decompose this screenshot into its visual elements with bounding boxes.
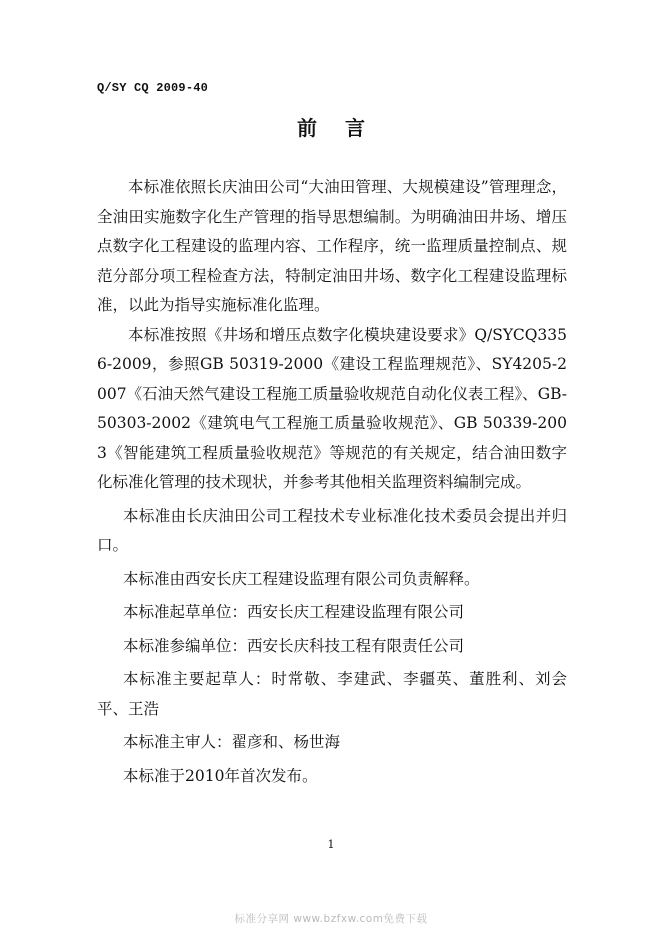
document-code: Q/SY CQ 2009-40 <box>97 81 209 95</box>
paragraph-main-drafters: 本标准主要起草人：时常敬、李建武、李疆英、董胜利、刘会平、王浩 <box>97 670 567 718</box>
watermark-text: 标准分享网 www.bzfxw.com免费下载 <box>234 913 428 925</box>
page-number: 1 <box>327 838 335 851</box>
document-body <box>97 173 567 791</box>
paragraph-chief-reviewers: 本标准主审人：翟彦和、杨世海 <box>123 733 341 751</box>
paragraph-first-release: 本标准于2010年首次发布。 <box>123 766 318 785</box>
paragraph-interpreted-by: 本标准由西安长庆工程建设监理有限公司负责解释。 <box>123 569 480 588</box>
paragraph-references: 本标准按照《井场和增压点数字化模块建设要求》Q/SYCQ3356-2009，参照GB 50319-2000《建设工程监理规范》、SY4205-2007《石油天然气建设工程施工质量验收规范自动化仪表工程》、GB-50303-2002《建筑电气工程施工质量验收规范》、GB 50339-2003《智能建筑工程质量验收规范》等规范的有关规定，结合油田数字化标准化管理的技术现状，并参考其他相关监理资料编制完成。 <box>97 325 567 491</box>
paragraph-drafting-unit: 本标准起草单位：西安长庆工程建设监理有限公司 <box>123 603 465 621</box>
page-title: 前言 <box>297 116 393 140</box>
paragraph-participating-unit: 本标准参编单位：西安长庆科技工程有限责任公司 <box>123 636 465 655</box>
paragraph-proposed-by: 本标准由长庆油田公司工程技术专业标准化技术委员会提出并归口。 <box>97 506 567 554</box>
paragraph-purpose: 本标准依照长庆油田公司“大油田管理、大规模建设”管理理念，全油田实施数字化生产管理的指导思想编制。为明确油田井场、增压点数字化工程建设的监理内容、工作程序，统一监理质量控制点、规范分部分项工程检查方法，特制定油田井场、数字化工程建设监理标准，以此为指导实施标准化监理。 <box>97 178 567 314</box>
